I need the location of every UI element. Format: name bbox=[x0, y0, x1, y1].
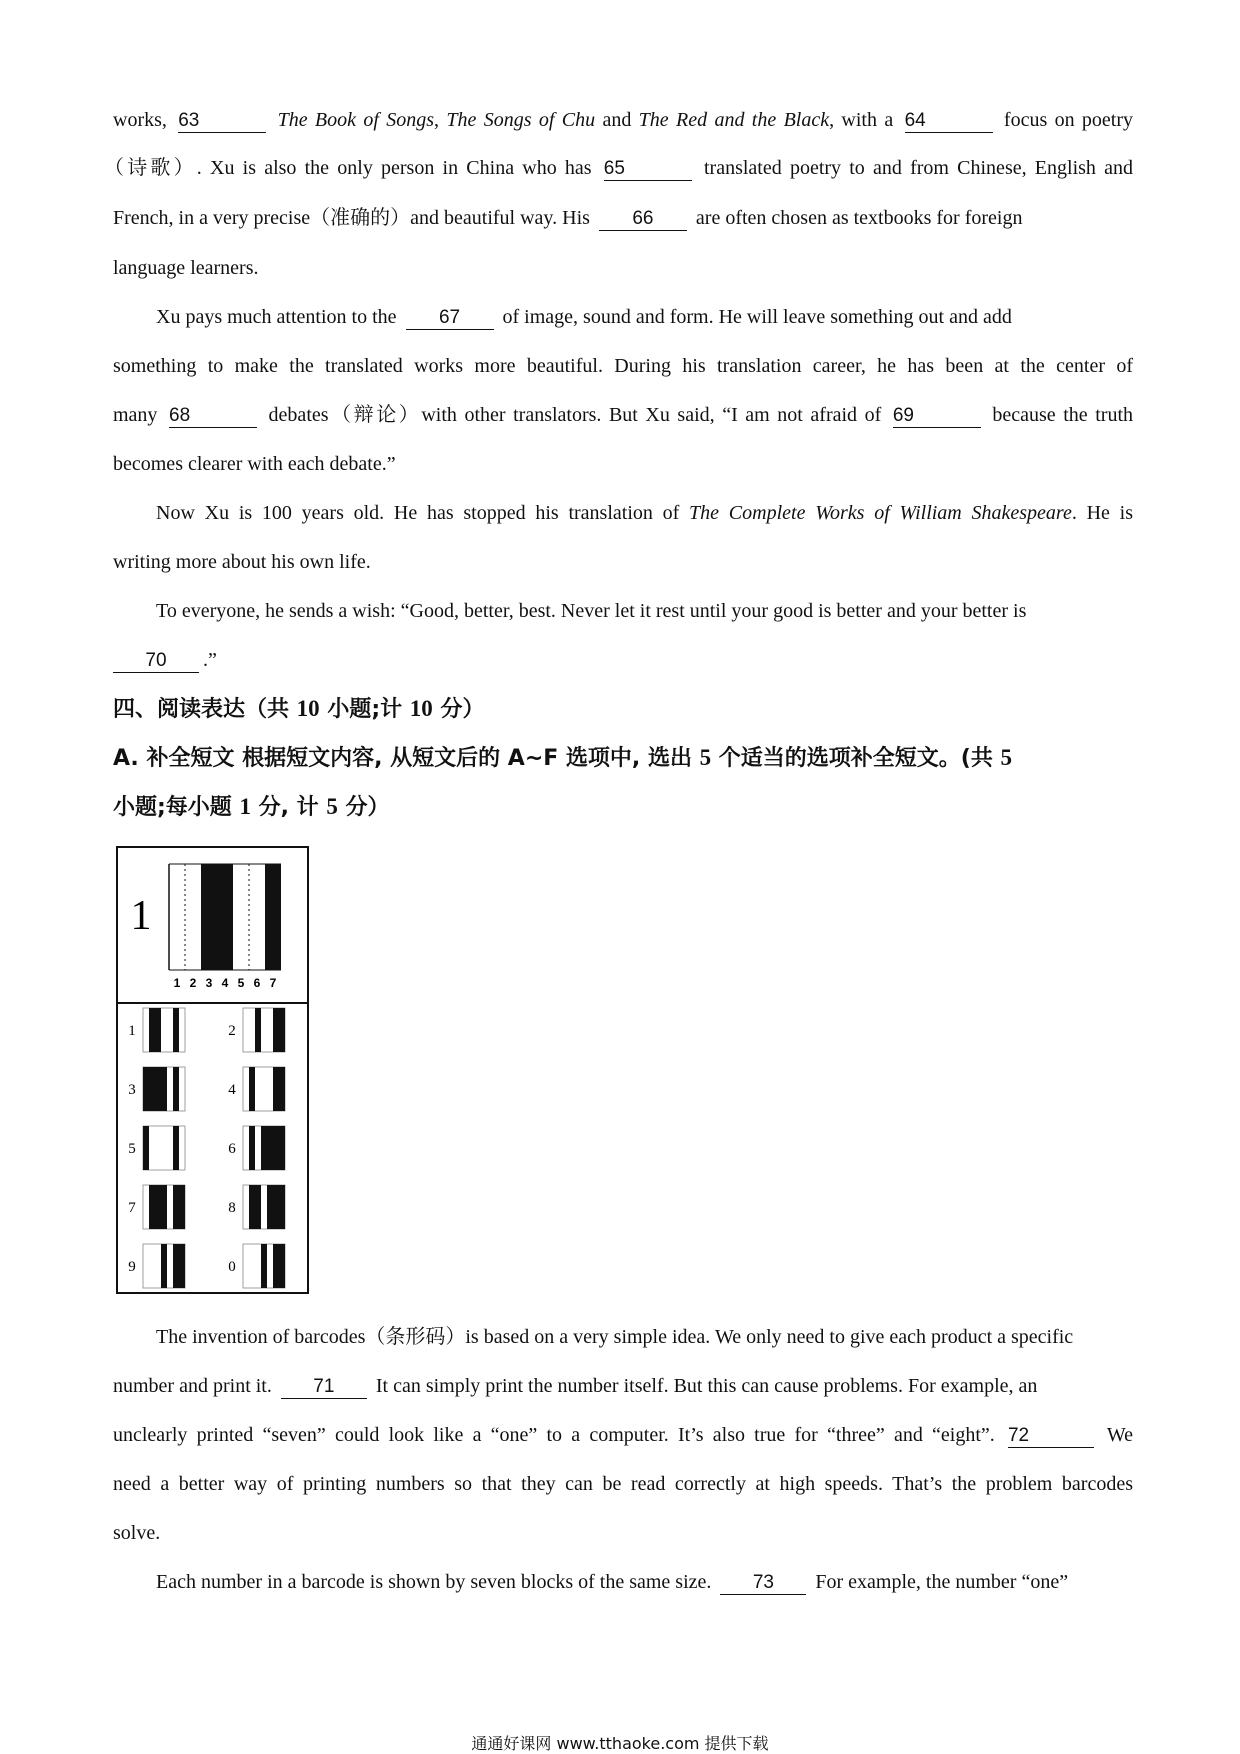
blank-73[interactable]: 73 bbox=[720, 1572, 806, 1595]
big-digit: 1 bbox=[130, 893, 152, 939]
bar bbox=[143, 1067, 167, 1111]
text: , bbox=[434, 109, 447, 131]
text: It can simply print the number itself. But this can cause problems. For example, an bbox=[370, 1375, 1038, 1397]
paragraph-5-line-1: The invention of barcodes（条形码）is based on a very simple idea. We only need to give each product a specific bbox=[156, 1326, 1074, 1348]
digit-label: 8 bbox=[228, 1200, 236, 1216]
digit-label: 3 bbox=[128, 1082, 136, 1098]
blank-71[interactable]: 71 bbox=[281, 1376, 367, 1399]
position-label: 6 bbox=[253, 976, 261, 990]
blank-72[interactable]: 72 bbox=[1008, 1425, 1094, 1448]
text: 小题;每小题 bbox=[113, 795, 240, 820]
number: 10 bbox=[296, 696, 320, 721]
bar bbox=[173, 1185, 185, 1229]
paragraph-2-line-4: becomes clearer with each debate.” bbox=[113, 453, 396, 475]
paragraph-5-line-4: need a better way of printing numbers so that they can be read correctly at high speeds. That’s the problem barcodes bbox=[113, 1473, 1133, 1495]
paragraph-3-line-1 bbox=[156, 499, 1133, 527]
digit-label: 1 bbox=[128, 1023, 136, 1039]
block bbox=[233, 864, 249, 970]
position-label: 3 bbox=[205, 976, 213, 990]
paragraph-3-line-2: writing more about his own life. bbox=[113, 551, 371, 573]
section-a-heading-line-1 bbox=[113, 741, 1012, 772]
bar bbox=[273, 1008, 285, 1052]
block bbox=[201, 864, 217, 970]
text: works, bbox=[113, 109, 175, 131]
position-label: 2 bbox=[189, 976, 197, 990]
section-4-heading bbox=[113, 692, 484, 723]
number: 10 bbox=[409, 696, 433, 721]
bar bbox=[173, 1126, 179, 1170]
paragraph-5-line-2 bbox=[113, 1372, 1133, 1400]
blank-66[interactable]: 66 bbox=[599, 208, 687, 231]
block bbox=[249, 864, 265, 970]
paragraph-1-line-1 bbox=[113, 106, 1133, 134]
text: French, in a very precise（准确的）and beautiful way. His bbox=[113, 207, 595, 229]
paragraph-1-line-2 bbox=[104, 154, 1133, 182]
text: （诗歌）. Xu is also the only person in China who has bbox=[104, 157, 600, 179]
text: number and print it. bbox=[113, 1375, 277, 1397]
text: and bbox=[595, 109, 639, 131]
paragraph-1-line-3 bbox=[113, 204, 1133, 232]
text: 分） bbox=[337, 795, 390, 820]
title-book-of-songs: The Book of Songs bbox=[277, 109, 435, 131]
position-label: 7 bbox=[269, 976, 277, 990]
bar bbox=[249, 1126, 255, 1170]
blank-63[interactable]: 63 bbox=[178, 110, 266, 133]
paragraph-4-line-2 bbox=[113, 646, 1133, 674]
position-label: 4 bbox=[221, 976, 229, 990]
text: 四、阅读表达（共 bbox=[113, 697, 297, 722]
bar bbox=[173, 1067, 179, 1111]
bar bbox=[173, 1244, 185, 1288]
blank-65[interactable]: 65 bbox=[604, 158, 692, 181]
text: For example, the number “one” bbox=[810, 1571, 1069, 1593]
blank-67[interactable]: 67 bbox=[406, 307, 494, 330]
text: translated poetry to and from Chinese, English and bbox=[695, 157, 1133, 179]
position-label: 5 bbox=[237, 976, 245, 990]
text: debates（辩论）with other translators. But Xu said, “I am not afraid of bbox=[261, 404, 889, 426]
blank-70[interactable]: 70 bbox=[113, 650, 199, 673]
block bbox=[169, 864, 185, 970]
blank-69[interactable]: 69 bbox=[893, 405, 981, 428]
text: , with a bbox=[829, 109, 901, 131]
digit-label: 9 bbox=[128, 1259, 136, 1275]
bar bbox=[143, 1126, 149, 1170]
title-songs-of-chu: The Songs of Chu bbox=[446, 109, 596, 131]
block bbox=[217, 864, 233, 970]
text: because the truth bbox=[984, 404, 1134, 426]
bar bbox=[267, 1185, 285, 1229]
number: 5 bbox=[326, 794, 338, 819]
digit-label: 2 bbox=[228, 1023, 236, 1039]
bar bbox=[249, 1067, 255, 1111]
paragraph-6-line-1 bbox=[156, 1568, 1133, 1596]
bar bbox=[261, 1126, 285, 1170]
digit-label: 4 bbox=[228, 1082, 236, 1098]
title-red-and-black: The Red and the Black bbox=[638, 109, 830, 131]
blank-64[interactable]: 64 bbox=[905, 110, 993, 133]
text: . He is bbox=[1071, 502, 1133, 524]
text: A. 补全短文 根据短文内容, 从短文后的 A~F 选项中, 选出 bbox=[113, 746, 700, 771]
digit-label: 5 bbox=[128, 1141, 136, 1157]
bar bbox=[149, 1185, 167, 1229]
paragraph-1-line-4: language learners. bbox=[113, 257, 259, 279]
section-a-heading-line-2 bbox=[113, 790, 389, 821]
bar bbox=[161, 1244, 167, 1288]
bar bbox=[149, 1008, 161, 1052]
paragraph-2-line-3 bbox=[113, 401, 1133, 429]
block bbox=[185, 864, 201, 970]
text: many bbox=[113, 404, 165, 426]
block bbox=[265, 864, 281, 970]
paragraph-2-line-1 bbox=[156, 303, 1133, 331]
text: Now Xu is 100 years old. He has stopped his translation of bbox=[156, 502, 690, 524]
text: Each number in a barcode is shown by seven blocks of the same size. bbox=[156, 1571, 717, 1593]
title-complete-works-shakespeare: The Complete Works of William Shakespeare bbox=[689, 502, 1072, 524]
text: 分） bbox=[432, 697, 485, 722]
text: unclearly printed “seven” could look like a “one” to a computer. It’s also true for “three” and “eight”. bbox=[113, 1424, 1004, 1446]
bar bbox=[255, 1008, 261, 1052]
digit-label: 0 bbox=[228, 1259, 236, 1275]
position-label: 1 bbox=[173, 976, 181, 990]
bar bbox=[273, 1067, 285, 1111]
blank-68[interactable]: 68 bbox=[169, 405, 257, 428]
text: .” bbox=[203, 649, 217, 671]
text: 个适当的选项补全短文。(共 bbox=[711, 746, 1001, 771]
text: are often chosen as textbooks for foreign bbox=[690, 207, 1023, 229]
text: 小题;计 bbox=[319, 697, 410, 722]
paragraph-4-line-1: To everyone, he sends a wish: “Good, better, best. Never let it rest until your good is better and your better is bbox=[156, 600, 1027, 622]
bar bbox=[249, 1185, 261, 1229]
text: focus on poetry bbox=[996, 109, 1134, 131]
text: 分, 计 bbox=[250, 795, 327, 820]
paragraph-5-line-5: solve. bbox=[113, 1522, 161, 1544]
text: of image, sound and form. He will leave something out and add bbox=[497, 306, 1012, 328]
digit-label: 7 bbox=[128, 1200, 136, 1216]
number: 5 bbox=[699, 745, 712, 770]
barcode-figure bbox=[116, 846, 309, 1294]
bar bbox=[261, 1244, 267, 1288]
page-footer: 通通好课网 www.tthaoke.com 提供下载 bbox=[471, 1734, 769, 1753]
digit-label: 6 bbox=[228, 1141, 236, 1157]
bar bbox=[173, 1008, 179, 1052]
text: We bbox=[1097, 1424, 1133, 1446]
number: 1 bbox=[239, 794, 251, 819]
bar bbox=[273, 1244, 285, 1288]
number: 5 bbox=[1000, 745, 1012, 770]
paragraph-5-line-3 bbox=[113, 1421, 1133, 1449]
paragraph-2-line-2: something to make the translated works more beautiful. During his translation career, he has been at the center of bbox=[113, 355, 1133, 377]
text: Xu pays much attention to the bbox=[156, 306, 402, 328]
